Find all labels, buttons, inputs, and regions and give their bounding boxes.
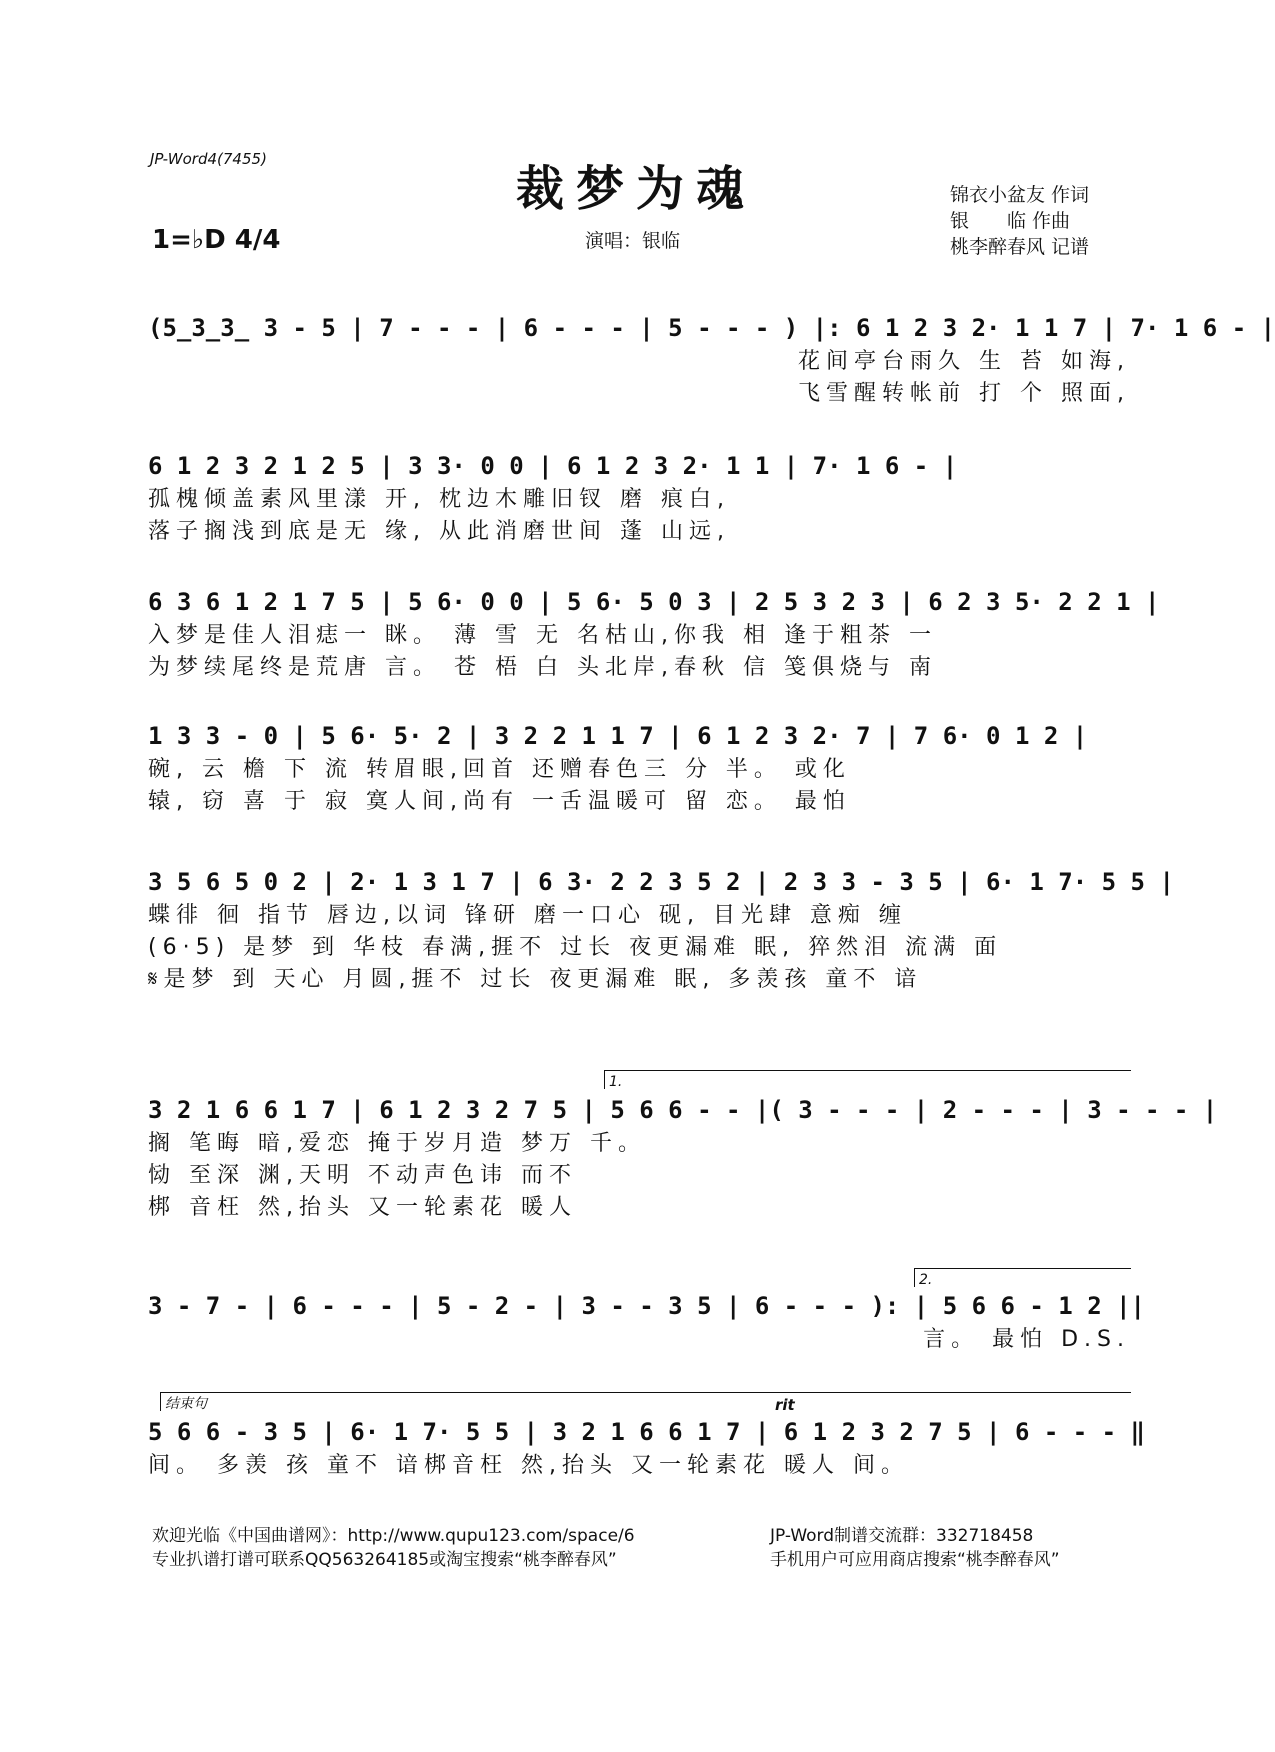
- lyric-line: 花间亭台雨久 生 苔 如海,: [798, 349, 1130, 374]
- software-label: JP-Word4(7455): [150, 150, 267, 168]
- lyric-line: 碗, 云 檐 下 流 转眉眼,回首 还赠春色三 分 半。 或化: [148, 757, 851, 782]
- coda-label: 结束句: [165, 1396, 207, 1412]
- lyric-line: 为梦续尾终是荒唐 言。 苍 梧 白 头北岸,春秋 信 笺俱烧与 南: [148, 655, 937, 680]
- singer: 演唱：银临: [585, 230, 681, 252]
- footer-group: JP-Word制谱交流群：332718458: [770, 1526, 1034, 1546]
- song-title: 裁梦为魂: [515, 161, 756, 217]
- lyric-line: 𝄋是梦 到 天心 月圆,捱不 过长 夜更漏难 眠, 多羡孩 童不 谙: [148, 967, 923, 992]
- notation-line: 3 5 6 5 0 2 | 2· 1 3 1 7 | 6 3· 2 2 3 5 2 | 2 3 3 - 3 5 | 6· 1 7· 5 5 |: [148, 868, 1174, 896]
- lyricist-credit: 锦衣小盆友 作词: [950, 184, 1090, 206]
- lyric-line: 飞雪醒转帐前 打 个 照面,: [798, 381, 1130, 406]
- footer-app: 手机用户可应用商店搜索“桃李醉春风”: [770, 1550, 1060, 1570]
- lyric-line: 孤槐倾盖素风里漾 开, 枕边木雕旧钗 磨 痕白,: [148, 487, 730, 512]
- transcriber-credit: 桃李醉春风 记谱: [950, 236, 1090, 258]
- notation-line: 1 3 3 - 0 | 5 6· 5· 2 | 3 2 2 1 1 7 | 6 1 2 3 2· 7 | 7 6· 0 1 2 |: [148, 722, 1088, 750]
- notation-line: 3 2 1 6 6 1 7 | 6 1 2 3 2 7 5 | 5 6 6 - - |( 3 - - - | 2 - - - | 3 - - - |: [148, 1096, 1218, 1124]
- footer-right: [770, 1524, 1060, 1572]
- score-system-8: [148, 1414, 1145, 1482]
- score-system-3: [148, 584, 1160, 684]
- notation-line: 3 - 7 - | 6 - - - | 5 - 2 - | 3 - - 3 5 | 6 - - - ): | 5 6 6 - 1 2 ||: [148, 1292, 1145, 1320]
- score-system-1: [148, 310, 1275, 410]
- notation-line: 6 1 2 3 2 1 2 5 | 3 3· 0 0 | 6 1 2 3 2· 1 1 | 7· 1 6 - |: [148, 452, 958, 480]
- lyric-line: 落子搁浅到底是无 缘, 从此消磨世间 蓬 山远,: [148, 519, 730, 544]
- score-system-2: [148, 448, 1130, 548]
- lyric-line: (6·5) 是梦 到 华枝 春满,捱不 过长 夜更漏难 眠, 猝然泪 流满 面: [148, 935, 1003, 960]
- ritardando-mark: rit: [775, 1396, 795, 1414]
- lyric-line: 间。 多羡 孩 童不 谙梆音枉 然,抬头 又一轮素花 暖人 间。: [148, 1453, 909, 1478]
- notation-line: 5 6 6 - 3 5 | 6· 1 7· 5 5 | 3 2 1 6 6 1 7 | 6 1 2 3 2 7 5 | 6 - - - ‖: [148, 1418, 1145, 1446]
- notation-line: (5̲3̲3̲ 3 - 5 | 7 - - - | 6 - - - | 5 - - - ) |: 6 1 2 3 2· 1 1 7 | 7· 1 6 - |: [148, 314, 1275, 342]
- footer-left: [152, 1524, 635, 1572]
- lyric-line: 恸 至深 渊,天明 不动声色讳 而不: [148, 1163, 577, 1188]
- lyric-line: 搁 笔晦 暗,爱恋 掩于岁月造 梦万 千。: [148, 1131, 646, 1156]
- volta-bracket-1: 1.: [604, 1070, 1131, 1089]
- lyric-line: 言。 最怕 D.S.: [923, 1327, 1130, 1352]
- score-system-7: [148, 1288, 1145, 1356]
- lyric-line: 梆 音枉 然,抬头 又一轮素花 暖人: [148, 1195, 577, 1220]
- key-signature: 1=♭D 4/4: [152, 225, 281, 255]
- lyric-line: 入梦是佳人泪痣一 眯。 薄 雪 无 名枯山,你我 相 逢于粗茶 一: [148, 623, 937, 648]
- coda-bracket: [160, 1392, 1131, 1411]
- footer-contact: 专业扒谱打谱可联系QQ563264185或淘宝搜索“桃李醉春风”: [152, 1550, 617, 1570]
- score-system-5: [148, 864, 1174, 996]
- volta-bracket-2: 2.: [914, 1268, 1131, 1287]
- composer-credit: 银 临 作曲: [950, 210, 1071, 232]
- score-system-6: [148, 1092, 1218, 1224]
- footer-website: 欢迎光临《中国曲谱网》：http://www.qupu123.com/space/6: [152, 1526, 635, 1546]
- notation-line: 6 3 6 1 2 1 7 5 | 5 6· 0 0 | 5 6· 5 0 3 | 2 5 3 2 3 | 6 2 3 5· 2 2 1 |: [148, 588, 1160, 616]
- lyric-line: 辕, 窃 喜 于 寂 寞人间,尚有 一舌温暖可 留 恋。 最怕: [148, 789, 851, 814]
- lyric-line: 蝶徘 徊 指节 唇边,以词 锋研 磨一口心 砚, 目光肆 意痴 缠: [148, 903, 907, 928]
- credits: [950, 182, 1089, 260]
- score-system-4: [148, 718, 1130, 818]
